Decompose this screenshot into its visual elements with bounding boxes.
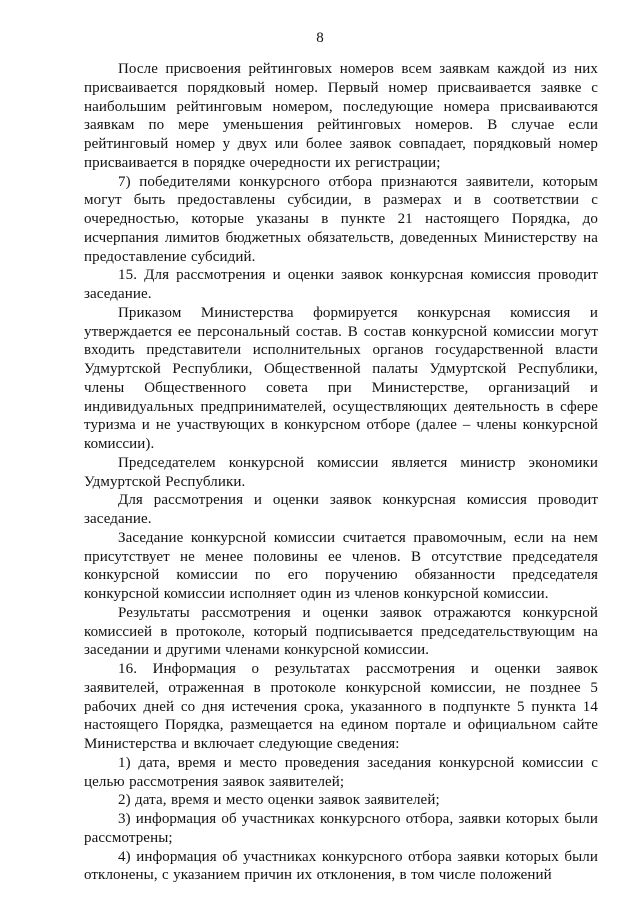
paragraph-protocol: Результаты рассмотрения и оценки заявок отражаются конкурсной комиссией в протоколе, который подписывается председательствующим на заседании и другими членами конкурсной комиссии. bbox=[84, 604, 598, 659]
page-number: 8 bbox=[316, 30, 324, 46]
paragraph-item-16: 16. Информация о результатах рассмотрения и оценки заявок заявителей, отраженная в протоколе конкурсной комиссии, не позднее 5 рабочих дней со дня истечения срока, указанного в подпункте 5 пункта 14 настоящего Порядка, размещается на едином портале и официальном сайте Министерства и включает следующие сведения: bbox=[84, 661, 598, 752]
paragraph-winners: 7) победителями конкурсного отбора признаются заявители, которым могут быть предоставлены субсидии, в размерах и в соответствии с очередностью, которые указаны в пункте 21 настоящего Порядка, до исчерпания лимитов бюджетных обязательств, доведенных Министерству на предоставление субсидий. bbox=[84, 173, 598, 265]
paragraph-quorum: Заседание конкурсной комиссии считается правомочным, если на нем присутствует не менее половины ее членов. В отсутствие председателя конкурсной комиссии по его поручению обязанности председателя конкурсной комиссии исполняет один из членов конкурсной комиссии. bbox=[84, 529, 598, 602]
list-item-4: 4) информация об участниках конкурсного отбора заявки которых были отклонены, с указанием причин их отклонения, в том числе положений bbox=[84, 848, 598, 884]
list-item-1: 1) дата, время и место проведения заседания конкурсной комиссии с целью рассмотрения заявок заявителей; bbox=[84, 754, 598, 790]
paragraph-commission-composition: Приказом Министерства формируется конкурсная комиссия и утверждается ее персональный состав. В состав конкурсной комиссии могут входить представители исполнительных органов государственной власти Удмуртской Республики, Общественной палаты Удмуртской Республики, члены Общественного совета при Министерстве, организаций и индивидуальных предпринимателей, осуществляющих деятельность в сфере туризма и не участвующих в конкурсном отборе (далее – члены конкурсной комиссии). bbox=[84, 304, 598, 452]
paragraph-item-15: 15. Для рассмотрения и оценки заявок конкурсная комиссия проводит заседание. bbox=[84, 267, 598, 302]
list-item-3: 3) информация об участниках конкурсного отбора, заявки которых были рассмотрены; bbox=[84, 811, 598, 846]
document-body bbox=[84, 60, 598, 885]
list-item-2: 2) дата, время и место оценки заявок заявителей; bbox=[118, 792, 440, 809]
paragraph-chairman: Председателем конкурсной комиссии является министр экономики Удмуртской Республики. bbox=[84, 454, 598, 490]
paragraph-meeting: Для рассмотрения и оценки заявок конкурсная комиссия проводит заседание. bbox=[84, 492, 598, 527]
paragraph-ranking-order: После присвоения рейтинговых номеров всем заявкам каждой из них присваивается порядковый номер. Первый номер присваивается заявке с наибольшим рейтинговым номером, последующие номера присваиваются заявкам по мере уменьшения рейтинговых номеров. В случае если рейтинговый номер у двух или более заявок совпадает, порядковый номер присваивается в порядке очередности их регистрации; bbox=[84, 61, 598, 171]
